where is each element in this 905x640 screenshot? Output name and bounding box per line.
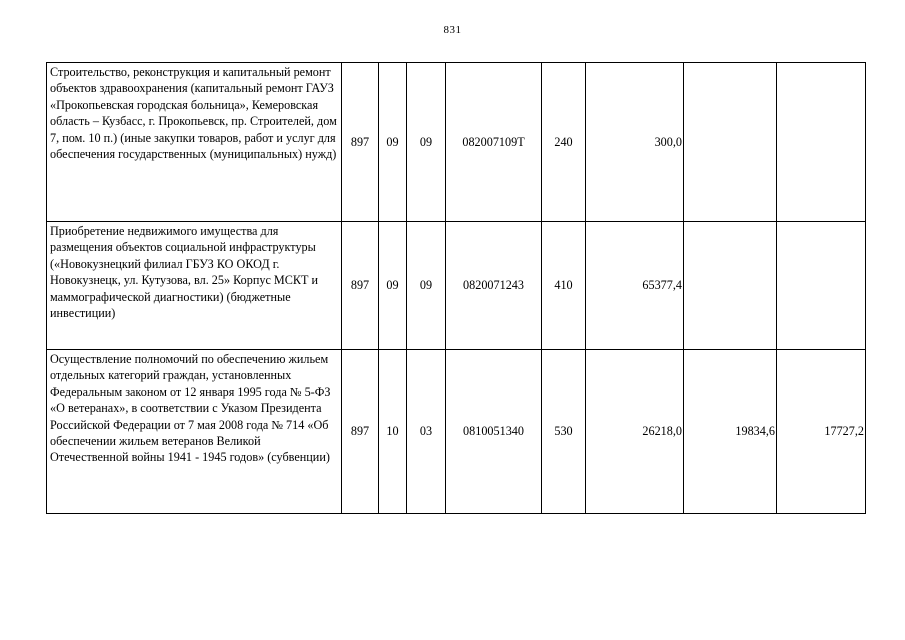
expense-type-code: 410 (542, 222, 586, 350)
page-number: 831 (443, 24, 462, 36)
row-description: Строительство, реконструкция и капитальный ремонт объектов здравоохранения (капитальный ремонт ГАУЗ «Прокопьевская городская больница», Кемеровская область – Кузбасс, г. Прокопьевск, пр. Строителей, дом 7, пом. 10 п.) (иные закупки товаров, работ и услуг для обеспечения государственных (муниципальных) нужд) (47, 63, 342, 222)
subsection-code: 03 (407, 350, 446, 514)
amount-year-1: 65377,4 (586, 222, 684, 350)
subsection-code: 09 (407, 222, 446, 350)
ministry-code: 897 (342, 63, 379, 222)
amount-year-3 (777, 222, 866, 350)
target-article-code: 082007109Т (446, 63, 542, 222)
budget-table (46, 62, 866, 514)
table-row (47, 63, 866, 222)
amount-year-1: 300,0 (586, 63, 684, 222)
amount-year-2 (684, 222, 777, 350)
table-row (47, 350, 866, 514)
amount-year-2 (684, 63, 777, 222)
expense-type-code: 530 (542, 350, 586, 514)
section-code: 09 (379, 63, 407, 222)
expense-type-code: 240 (542, 63, 586, 222)
table-row (47, 222, 866, 350)
amount-year-3: 17727,2 (777, 350, 866, 514)
amount-year-3 (777, 63, 866, 222)
ministry-code: 897 (342, 350, 379, 514)
row-description: Приобретение недвижимого имущества для размещения объектов социальной инфраструктуры («Новокузнецкий филиал ГБУЗ КО ОКОД г. Новокузнецк, ул. Кутузова, вл. 25» Корпус МСКТ и маммографической диагностики) (бюджетные инвестиции) (47, 222, 342, 350)
row-description: Осуществление полномочий по обеспечению жильем отдельных категорий граждан, установленных Федеральным законом от 12 января 1995 года № 5-ФЗ «О ветеранах», в соответствии с Указом Президента Российской Федерации от 7 мая 2008 года № 714 «Об обеспечении жильем ветеранов Великой Отечественной войны 1941 - 1945 годов» (субвенции) (47, 350, 342, 514)
section-code: 10 (379, 350, 407, 514)
subsection-code: 09 (407, 63, 446, 222)
amount-year-2: 19834,6 (684, 350, 777, 514)
section-code: 09 (379, 222, 407, 350)
ministry-code: 897 (342, 222, 379, 350)
target-article-code: 0810051340 (446, 350, 542, 514)
amount-year-1: 26218,0 (586, 350, 684, 514)
target-article-code: 0820071243 (446, 222, 542, 350)
